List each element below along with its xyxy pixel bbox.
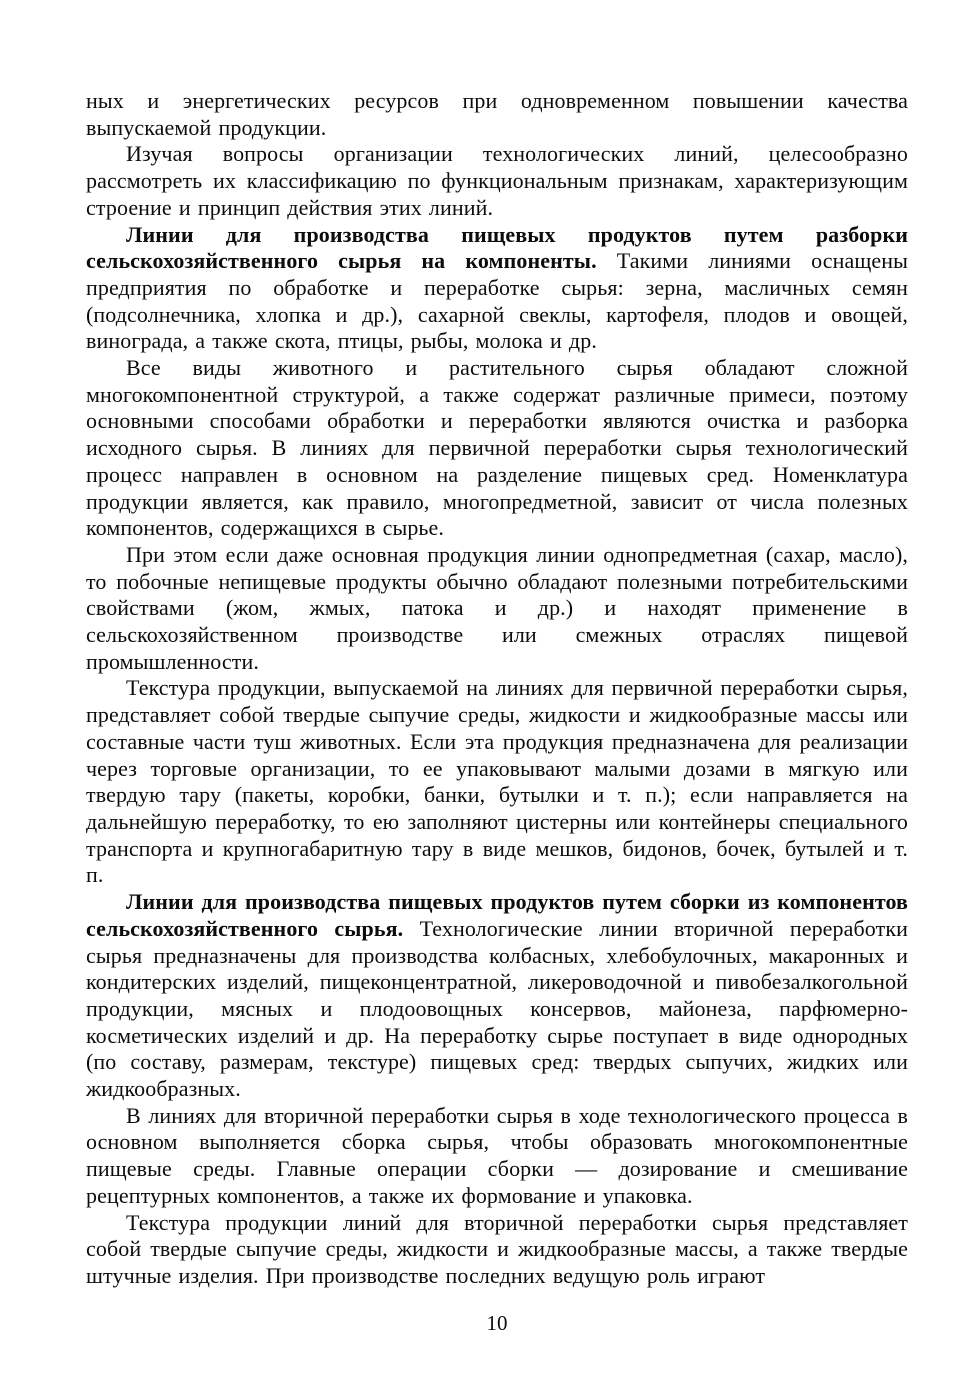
paragraph-sborka [86, 889, 908, 1103]
paragraph-lead-bold: Линии для производства пищевых продуктов путем сборки из компонентов сельскохозяйственного сырья. [86, 889, 908, 941]
paragraph-text: Такими линиями оснащены предприятия по обработке и переработке сырья: зерна, масличных семян (подсолнечника, хлопка и др.), сахарной свеклы, картофеля, плодов и овощей, винограда, а также скота, птицы, рыбы, молока и др. [86, 248, 908, 354]
paragraph-lead-bold: Линии для производства пищевых продуктов путем разборки сельскохозяйственного сырья на компоненты. [86, 221, 908, 274]
page-number: 10 [486, 1310, 508, 1335]
paragraph [86, 1210, 908, 1290]
paragraph-text: Текстура продукции, выпускаемой на линиях для первичной переработки сырья, представляет собой твердые сыпучие среды, жидкости и жидкообразные массы или составные части туш животных. Если эта продукция предназначена для реализации через торговые организации, то ее упаковывают малыми дозами в мягкую или твердую тару (пакеты, коробки, банки, бутылки и т. п.); если направляется на дальнейшую переработку, то ею заполняют цистерны или контейнеры специального транспорта и крупногабаритную тару в виде мешков, бидонов, бочек, бутылей и т. п. [86, 675, 908, 888]
paragraph [86, 141, 908, 221]
paragraph-razborka [86, 222, 908, 356]
body-text [86, 88, 908, 1290]
paragraph-text: Текстура продукции линий для вторичной переработки сырья представляет собой твердые сыпучие среды, жидкости и жидкообразные массы, а также твердые штучные изделия. При производстве последних ведущую роль играют [86, 1209, 908, 1288]
paragraph-text: Изучая вопросы организации технологических линий, целесообразно рассмотреть их классификацию по функциональным признакам, характеризующим строение и принцип действия этих линий. [86, 141, 908, 220]
paragraph [86, 675, 908, 889]
paragraph [86, 542, 908, 676]
paragraph-text: При этом если даже основная продукция линии однопредметная (сахар, масло), то побочные непищевые продукты обычно обладают полезными потребительскими свойствами (жом, жмых, патока и др.) и находят применение в сельскохозяйственном производстве или смежных отраслях пищевой промышленности. [86, 541, 908, 674]
paragraph [86, 355, 908, 542]
paragraph-text: Технологические линии вторичной переработки сырья предназначены для производства колбасных, хлебобулочных, макаронных и кондитерских изделий, пищеконцентратной, ликероводочной и пивобезалкогольной продукции, мясных и плодоовощных консервов, майонеза, парфюмерно-косметических изделий и др. На переработку сырье поступает в виде однородных (по составу, размерам, текстуре) пищевых сред: твердых сыпучих, жидких или жидкообразных. [86, 915, 908, 1102]
paragraph [86, 1103, 908, 1210]
paragraph-continuation [86, 88, 908, 141]
paragraph-text: Все виды животного и растительного сырья обладают сложной многокомпонентной структурой, а также содержат различные примеси, поэтому основными способами обработки и переработки являются очистка и разборка исходного сырья. В линиях для первичной переработки сырья технологический процесс направлен в основном на разделение пищевых сред. Номенклатура продукции является, как правило, многопредметной, зависит от числа полезных компонентов, содержащихся в сырье. [86, 355, 908, 541]
paragraph-text: ных и энергетических ресурсов при одновременном повышении качества выпускаемой продукции. [86, 88, 908, 140]
paragraph-text: В линиях для вторичной переработки сырья в ходе технологического процесса в основном выполняется сборка сырья, чтобы образовать многокомпонентные пищевые среды. Главные операции сборки — дозирование и смешивание рецептурных компонентов, а также их формование и упаковка. [86, 1102, 908, 1208]
